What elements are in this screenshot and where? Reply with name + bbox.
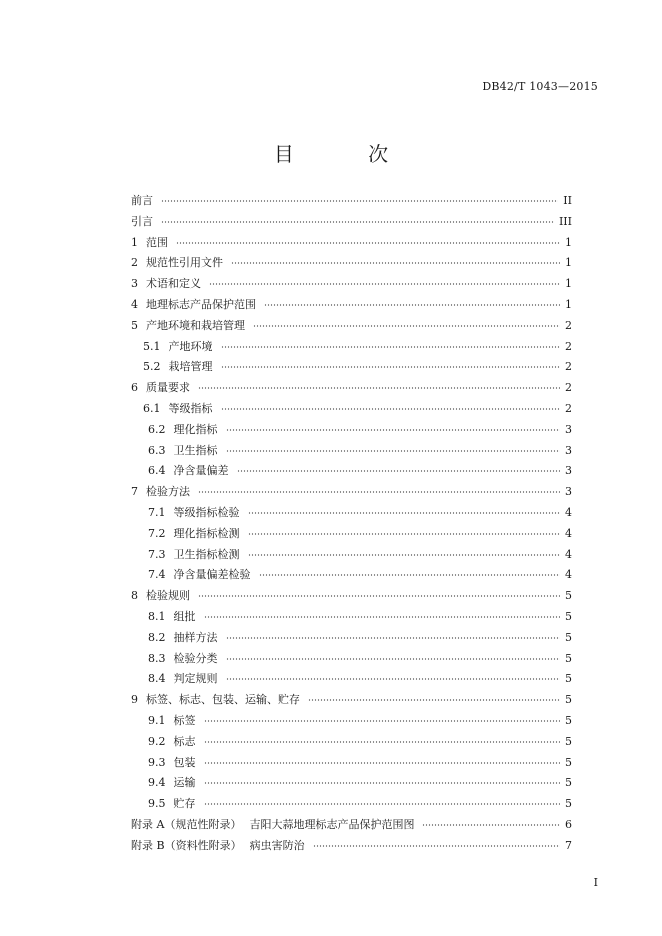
- toc-entry[interactable]: [131, 690, 572, 710]
- toc-label: [148, 420, 224, 440]
- toc-title: 检验规则: [146, 589, 190, 603]
- toc-title: 产地环境: [168, 339, 213, 353]
- dot-leader: [161, 200, 558, 202]
- toc-page-number: 1: [565, 277, 572, 291]
- toc-number: 7.3: [148, 547, 166, 561]
- toc-page-number: 2: [565, 381, 572, 395]
- dot-leader: [198, 595, 560, 597]
- toc-entry[interactable]: [131, 295, 572, 315]
- page-number: I: [593, 876, 598, 889]
- toc-label: [143, 337, 219, 357]
- toc-page-number: 2: [565, 318, 572, 332]
- toc-entry[interactable]: [148, 461, 572, 481]
- toc-entry[interactable]: [143, 357, 572, 377]
- dot-leader: [231, 262, 560, 264]
- toc-label: [131, 253, 229, 273]
- toc-page-number: 3: [565, 443, 572, 457]
- toc-page-number: 4: [565, 526, 572, 540]
- dot-leader: [198, 387, 560, 389]
- dot-leader: [209, 283, 560, 285]
- toc-page-number: 5: [565, 714, 572, 727]
- toc-page-number: 5: [565, 672, 572, 686]
- toc-label: [148, 794, 202, 814]
- dot-leader: [226, 658, 561, 660]
- toc-number: 7.1: [148, 506, 166, 519]
- toc-label: [148, 773, 202, 793]
- toc-entry[interactable]: [131, 191, 572, 211]
- toc-page-number: 6: [565, 818, 572, 831]
- toc-title: 标签、标志、包装、运输、贮存: [146, 693, 300, 707]
- toc-number: 1: [131, 235, 138, 249]
- toc-page-number: 5: [565, 589, 572, 603]
- toc-number: 6: [131, 381, 138, 395]
- toc-label: [148, 565, 257, 585]
- toc-title: 净含量偏差检验: [173, 568, 251, 582]
- toc-number: 9.4: [148, 776, 166, 790]
- toc-number: 6.4: [148, 464, 166, 478]
- toc-title: 术语和定义: [146, 277, 201, 291]
- toc-number: 8.3: [148, 651, 166, 665]
- toc-number: 9.2: [148, 734, 166, 748]
- toc-entry[interactable]: [131, 586, 572, 606]
- toc-label: [131, 233, 174, 253]
- toc-entry[interactable]: [148, 420, 572, 440]
- toc-page-number: 4: [565, 568, 572, 582]
- toc-entry[interactable]: [148, 753, 572, 773]
- toc-number: 7.2: [148, 526, 166, 540]
- dot-leader: [226, 637, 561, 639]
- toc-entry[interactable]: [148, 441, 572, 461]
- toc-number: 9.5: [148, 797, 166, 811]
- dot-leader: [248, 533, 561, 535]
- toc-title: 组批: [173, 610, 196, 623]
- toc-label: [148, 711, 202, 731]
- toc-page-number: 1: [565, 256, 572, 270]
- toc-entry[interactable]: [131, 233, 572, 253]
- dot-leader: [313, 845, 560, 847]
- toc-title: 检验方法: [146, 485, 190, 499]
- toc-number: 8.1: [148, 610, 166, 623]
- toc-entry[interactable]: [131, 815, 572, 835]
- toc-title: 引言: [131, 214, 153, 228]
- toc-label: [131, 274, 207, 294]
- dot-leader: [198, 491, 560, 493]
- toc-number: 8.2: [148, 630, 166, 644]
- toc-label: [148, 524, 246, 544]
- toc-number: 附录 B（资料性附录）: [131, 838, 242, 852]
- toc-entry[interactable]: [148, 545, 572, 565]
- dot-leader: [221, 366, 561, 368]
- toc-title: 包装: [173, 755, 196, 769]
- toc-entry[interactable]: [131, 836, 572, 856]
- toc-entry[interactable]: [131, 482, 572, 502]
- toc-number: 8.4: [148, 672, 166, 686]
- dot-leader: [248, 512, 561, 514]
- toc-title: 前言: [131, 194, 153, 207]
- toc-number: 6.3: [148, 443, 166, 457]
- toc-entry[interactable]: [143, 337, 572, 357]
- toc-title: 病虫害防治: [249, 838, 305, 852]
- toc-label: [148, 441, 224, 461]
- dot-leader: [226, 429, 561, 431]
- toc-entry[interactable]: [148, 565, 572, 585]
- toc-number: 7.4: [148, 568, 166, 582]
- toc-entry[interactable]: [148, 669, 572, 689]
- dot-leader: [308, 699, 560, 701]
- toc-entry[interactable]: [148, 607, 572, 627]
- toc-title: 规范性引用文件: [146, 256, 223, 270]
- toc-entry[interactable]: [148, 503, 572, 523]
- page-title: 目 次: [273, 142, 423, 166]
- standard-code: DB42/T 1043—2015: [482, 80, 598, 93]
- toc-title: 等级指标检验: [173, 506, 240, 519]
- toc-page-number: 1: [565, 235, 572, 249]
- toc-page-number: 2: [565, 360, 572, 374]
- toc-page-number: 5: [565, 630, 572, 644]
- toc-label: [131, 690, 306, 710]
- toc-label: [148, 461, 235, 481]
- toc-label: [131, 482, 196, 502]
- toc-page-number: 5: [565, 797, 572, 811]
- toc-page-number: 4: [565, 506, 572, 519]
- toc-entry[interactable]: [148, 773, 572, 793]
- toc-label: [131, 316, 251, 336]
- toc-page-number: 4: [565, 547, 572, 561]
- toc-page-number: II: [563, 194, 572, 207]
- toc-label: [148, 753, 202, 773]
- toc-label: [148, 607, 202, 627]
- toc-entry[interactable]: [131, 378, 572, 398]
- toc-number: 5.2: [143, 360, 161, 374]
- toc-label: [148, 732, 202, 752]
- toc-entry[interactable]: [148, 628, 572, 648]
- toc-entry[interactable]: [148, 524, 572, 544]
- toc-title: 贮存: [173, 797, 196, 811]
- toc-label: [131, 378, 196, 398]
- toc-entry[interactable]: [148, 732, 572, 752]
- toc-title: 运输: [173, 776, 196, 790]
- dot-leader: [264, 304, 560, 306]
- toc-entry[interactable]: [148, 649, 572, 669]
- toc-title: 净含量偏差: [173, 464, 229, 478]
- toc-title: 抽样方法: [173, 630, 218, 644]
- toc-title: 标签: [173, 714, 196, 727]
- toc-page-number: 2: [565, 339, 572, 353]
- toc-page-number: III: [558, 214, 572, 228]
- toc-title: 理化指标: [173, 422, 218, 436]
- dot-leader: [204, 741, 561, 743]
- toc-number: 9: [131, 693, 138, 707]
- toc-label: [131, 836, 311, 856]
- dot-leader: [226, 450, 561, 452]
- toc-title: 吉阳大蒜地理标志产品保护范围图: [249, 818, 415, 831]
- toc-entry[interactable]: [131, 274, 572, 294]
- toc-title: 地理标志产品保护范围: [146, 298, 256, 311]
- toc-number: 4: [131, 298, 138, 311]
- toc-entry[interactable]: [148, 794, 572, 814]
- toc-title: 判定规则: [173, 672, 218, 686]
- toc-title: 检验分类: [173, 651, 218, 665]
- toc-number: 6.1: [143, 402, 161, 415]
- dot-leader: [204, 616, 561, 618]
- toc-title: 栽培管理: [168, 360, 213, 374]
- dot-leader: [176, 242, 560, 244]
- toc-number: 9.3: [148, 755, 166, 769]
- toc-label: [131, 191, 159, 211]
- toc-number: 5.1: [143, 339, 161, 353]
- toc-page-number: 5: [565, 651, 572, 665]
- toc-page-number: 1: [565, 298, 572, 311]
- toc-entry[interactable]: [131, 253, 572, 273]
- toc-page-number: 5: [565, 610, 572, 623]
- toc-title: 卫生指标: [173, 443, 218, 457]
- toc-page-number: 3: [565, 464, 572, 478]
- toc-number: 2: [131, 256, 138, 270]
- toc-number: 3: [131, 277, 138, 291]
- toc-title: 卫生指标检测: [173, 547, 240, 561]
- toc-number: 6.2: [148, 422, 166, 436]
- toc-label: [131, 295, 262, 315]
- toc-page-number: 7: [565, 838, 572, 852]
- dot-leader: [422, 824, 560, 826]
- toc-number: 9.1: [148, 714, 166, 727]
- toc-page-number: 3: [565, 422, 572, 436]
- dot-leader: [248, 554, 561, 556]
- toc-title: 标志: [173, 734, 196, 748]
- dot-leader: [253, 325, 560, 327]
- toc-entry[interactable]: [131, 316, 572, 336]
- toc-label: [131, 586, 196, 606]
- dot-leader: [226, 678, 561, 680]
- toc-page-number: 2: [565, 402, 572, 415]
- toc-label: [148, 545, 246, 565]
- toc-label: [148, 503, 246, 523]
- dot-leader: [259, 574, 561, 576]
- dot-leader: [221, 346, 561, 348]
- dot-leader: [204, 803, 561, 805]
- toc-title: 范围: [146, 235, 168, 249]
- dot-leader: [221, 408, 561, 410]
- toc-number: 7: [131, 485, 138, 499]
- toc-number: 附录 A（规范性附录）: [131, 818, 242, 831]
- toc-entry[interactable]: [131, 212, 572, 232]
- toc-title: 质量要求: [146, 381, 190, 395]
- toc-label: [143, 399, 219, 419]
- dot-leader: [204, 782, 561, 784]
- toc-label: [131, 212, 159, 232]
- toc-title: 等级指标: [168, 402, 213, 415]
- toc-page-number: 5: [565, 755, 572, 769]
- toc-number: 8: [131, 589, 138, 603]
- dot-leader: [161, 221, 554, 223]
- toc-page-number: 5: [565, 734, 572, 748]
- toc-page-number: 5: [565, 693, 572, 707]
- toc-number: 5: [131, 318, 138, 332]
- toc-page-number: 5: [565, 776, 572, 790]
- toc-title: 产地环境和栽培管理: [146, 318, 245, 332]
- dot-leader: [204, 720, 561, 722]
- toc-label: [143, 357, 219, 377]
- toc-page-number: 3: [565, 485, 572, 499]
- toc-title: 理化指标检测: [173, 526, 240, 540]
- toc-label: [148, 669, 224, 689]
- toc-label: [148, 628, 224, 648]
- toc-label: [131, 815, 420, 835]
- dot-leader: [204, 762, 561, 764]
- dot-leader: [237, 470, 561, 472]
- toc-entry[interactable]: [143, 399, 572, 419]
- toc-entry[interactable]: [148, 711, 572, 731]
- toc-label: [148, 649, 224, 669]
